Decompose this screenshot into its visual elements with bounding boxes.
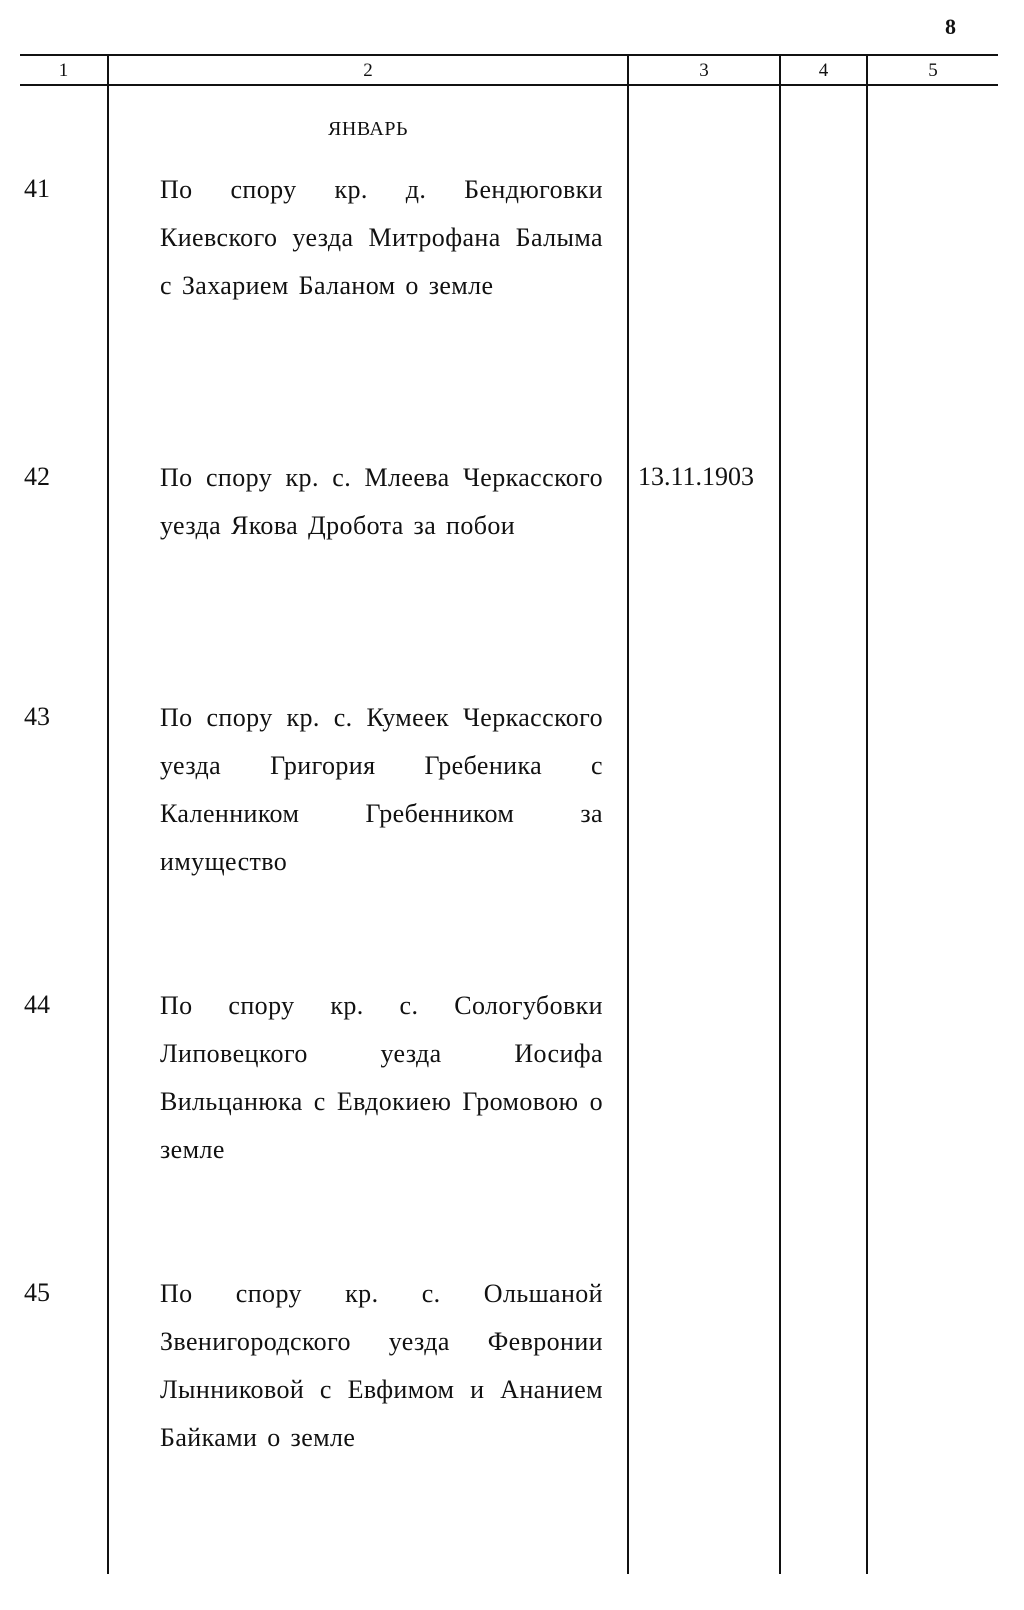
page-number: 8 bbox=[945, 14, 956, 39]
column-header-1: 1 bbox=[58, 60, 69, 81]
table-header-rule bbox=[20, 84, 998, 86]
entry-number: 41 bbox=[24, 174, 50, 203]
month-heading: ЯНВАРЬ bbox=[328, 118, 408, 140]
table-top-rule bbox=[20, 54, 998, 56]
column-divider-2 bbox=[627, 54, 629, 1574]
column-header-4: 4 bbox=[818, 60, 829, 81]
entry-description: По спору кр. с. Млеева Черкасского уезда Якова Дробота за побои bbox=[160, 463, 603, 540]
column-divider-3 bbox=[779, 54, 781, 1574]
entry-number: 43 bbox=[24, 702, 50, 731]
entry-description: По спору кр. с. Кумеек Черкасского уезда Григория Гребеника с Каленником Гребенником за имущество bbox=[160, 703, 603, 876]
entry-description: По спору кр. с. Сологубовки Липовецкого уезда Иосифа Вильцанюка с Евдокиею Громовою о земле bbox=[160, 991, 603, 1164]
column-header-3: 3 bbox=[699, 60, 709, 81]
column-header-5: 5 bbox=[928, 60, 938, 81]
entry-description: По спору кр. д. Бендюговки Киевского уезда Митрофана Балыма с Захарием Баланом о земле bbox=[160, 175, 603, 300]
entry-description: По спору кр. с. Ольшаной Звенигородского уезда Февронии Лынниковой с Евфимом и Ананием Байками о земле bbox=[160, 1279, 603, 1452]
column-header-2: 2 bbox=[363, 60, 373, 81]
entry-number: 45 bbox=[24, 1278, 50, 1307]
column-divider-4 bbox=[866, 54, 868, 1574]
entry-date: 13.11.1903 bbox=[638, 462, 755, 491]
column-divider-1 bbox=[107, 54, 109, 1574]
entry-number: 44 bbox=[24, 990, 50, 1019]
entry-number: 42 bbox=[24, 462, 50, 491]
